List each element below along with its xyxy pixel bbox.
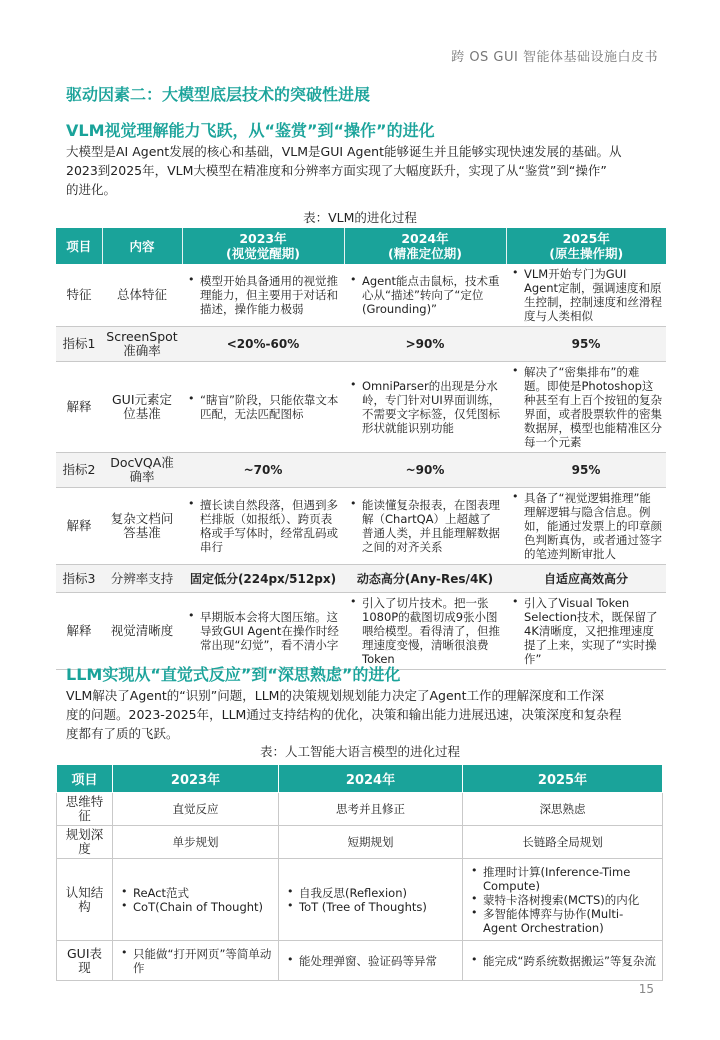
cell-2023 bbox=[113, 859, 279, 941]
row-item: GUI表现 bbox=[57, 941, 113, 981]
row-content: 总体特征 bbox=[102, 264, 182, 327]
vlm-row-metric-1 bbox=[56, 327, 666, 362]
header-2023: 2023年 bbox=[113, 765, 279, 793]
header-2023 bbox=[182, 228, 344, 264]
cell-text: • 模型开始具备通用的视觉推理能力，但主要用于对话和描述，操作能力极弱 bbox=[186, 274, 340, 316]
header-2025-phase: (原生操作期) bbox=[549, 246, 624, 261]
row-item: 思维特征 bbox=[57, 793, 113, 826]
row-content: 视觉清晰度 bbox=[102, 593, 182, 670]
row-item: 解释 bbox=[56, 593, 102, 670]
cell-text: • 解决了“密集排布”的难题。即使是Photoshop这种甚至有上百个按钮的复杂界面，或者股票软件的密集数据屏，模型也能精准区分每一个元素 bbox=[510, 365, 662, 449]
cell-text: • 擅长读自然段落，但遇到多栏排版（如报纸）、跨页表格或手写体时，经常乱码或串行 bbox=[186, 498, 340, 554]
cell-2024: 思考并且修正 bbox=[279, 793, 463, 826]
cell-2025 bbox=[506, 593, 666, 670]
cell-2025: 长链路全局规划 bbox=[463, 826, 663, 859]
header-item: 项目 bbox=[57, 765, 113, 793]
row-content: DocVQA准确率 bbox=[102, 453, 182, 488]
llm-row-thinking bbox=[57, 793, 663, 826]
vlm-row-features bbox=[56, 264, 666, 327]
vlm-row-metric-3 bbox=[56, 565, 666, 593]
llm-row-gui bbox=[57, 941, 663, 981]
vlm-heading: VLM视觉理解能力飞跃，从“鉴赏”到“操作”的进化 bbox=[66, 121, 435, 140]
cell-2023 bbox=[182, 264, 344, 327]
cell-2025 bbox=[463, 859, 663, 941]
vlm-row-explain-2 bbox=[56, 488, 666, 565]
cell-2024 bbox=[344, 362, 506, 453]
metric-2025: 95% bbox=[506, 327, 666, 362]
cell-text: • Agent能点击鼠标，技术重心从“描述”转向了“定位(Grounding)” bbox=[348, 274, 502, 316]
bullet-item: • 自我反思(Reflexion) bbox=[285, 886, 456, 900]
cell-2024 bbox=[344, 488, 506, 565]
row-item: 指标2 bbox=[56, 453, 102, 488]
llm-row-planning bbox=[57, 826, 663, 859]
row-item: 解释 bbox=[56, 488, 102, 565]
cell-2023: 单步规划 bbox=[113, 826, 279, 859]
cell-2025 bbox=[506, 362, 666, 453]
cell-2025 bbox=[506, 488, 666, 565]
vlm-row-explain-1 bbox=[56, 362, 666, 453]
cell-2024 bbox=[344, 264, 506, 327]
cell-2023 bbox=[182, 488, 344, 565]
cell-2023 bbox=[182, 593, 344, 670]
cell-text: • 引入了Visual Token Selection技术，既保留了4K清晰度，又把推理速度提了上来，实现了“实时操作” bbox=[510, 596, 662, 666]
header-2025-year: 2025年 bbox=[562, 231, 610, 246]
bullet-item: • 多智能体博弈与协作(Multi-Agent Orchestration) bbox=[469, 907, 656, 935]
header-content: 内容 bbox=[102, 228, 182, 264]
cell-2024 bbox=[344, 593, 506, 670]
llm-row-cognition bbox=[57, 859, 663, 941]
row-content: ScreenSpot准确率 bbox=[102, 327, 182, 362]
vlm-para-line: 的进化。 bbox=[66, 182, 117, 197]
header-2024: 2024年 bbox=[279, 765, 463, 793]
vlm-row-explain-3 bbox=[56, 593, 666, 670]
cell-text: • OmniParser的出现是分水岭，专门针对UI界面训练，不需要文字标签，仅凭图标形状就能识别功能 bbox=[348, 379, 502, 435]
header-2024-phase: (精准定位期) bbox=[388, 246, 462, 261]
row-item: 指标1 bbox=[56, 327, 102, 362]
bullet-item: • CoT(Chain of Thought) bbox=[119, 900, 272, 914]
header-item: 项目 bbox=[56, 228, 102, 264]
llm-table-header-row bbox=[57, 765, 663, 793]
row-content: GUI元素定位基准 bbox=[102, 362, 182, 453]
row-item: 规划深度 bbox=[57, 826, 113, 859]
vlm-table-header-row bbox=[56, 228, 666, 264]
vlm-para-line: 2023到2025年，VLM大模型在精准度和分辨率方面实现了大幅度跃升，实现了从“鉴赏”到“操作” bbox=[66, 163, 607, 178]
llm-para-line: VLM解决了Agent的“识别”问题，LLM的决策规划规划能力决定了Agent工作的理解深度和工作深 bbox=[66, 688, 604, 703]
cell-text: • VLM开始专门为GUI Agent定制，强调速度和原生控制，控制速度和丝滑程度与人类相似 bbox=[510, 267, 662, 323]
page-number: 15 bbox=[638, 982, 654, 996]
header-2025 bbox=[506, 228, 666, 264]
cell-2025: 深思熟虑 bbox=[463, 793, 663, 826]
header-2025: 2025年 bbox=[463, 765, 663, 793]
cell-2025 bbox=[463, 941, 663, 981]
llm-paragraph bbox=[66, 686, 662, 743]
page-header: 跨 OS GUI 智能体基础设施白皮书 bbox=[451, 50, 658, 65]
metric-2023: 固定低分(224px/512px) bbox=[182, 565, 344, 593]
llm-para-line: 度都有了质的飞跃。 bbox=[66, 726, 179, 741]
metric-2024: >90% bbox=[344, 327, 506, 362]
cell-text: • “瞎盲”阶段，只能依靠文本匹配，无法匹配图标 bbox=[186, 393, 340, 421]
cell-text: • 引入了切片技术。把一张1080P的截图切成9张小图喂给模型。看得清了，但推理速度变慢，清晰很浪费Token bbox=[348, 596, 502, 666]
llm-table-caption: 表：人工智能大语言模型的进化过程 bbox=[259, 744, 460, 759]
cell-2024: 短期规划 bbox=[279, 826, 463, 859]
llm-evolution-table bbox=[56, 764, 663, 981]
llm-heading: LLM实现从“直觉式反应”到“深思熟虑”的进化 bbox=[66, 665, 401, 684]
vlm-evolution-table bbox=[56, 228, 666, 670]
vlm-para-line: 大模型是AI Agent发展的核心和基础，VLM是GUI Agent能够诞生并且能够实现快速发展的基础。从 bbox=[66, 144, 622, 159]
metric-2025: 自适应高效高分 bbox=[506, 565, 666, 593]
bullet-item: • 只能做“打开网页”等简单动作 bbox=[119, 947, 272, 975]
cell-text: • 早期版本会将大图压缩。这导致GUI Agent在操作时经常出现“幻觉”，看不清小字 bbox=[186, 610, 340, 652]
cell-text: • 具备了“视觉逻辑推理”能理解逻辑与隐含信息。例如，能通过发票上的印章颜色判断真伪，或者通过签字的笔迹判断审批人 bbox=[510, 491, 662, 561]
row-item: 解释 bbox=[56, 362, 102, 453]
metric-2024: ~90% bbox=[344, 453, 506, 488]
bullet-item: • 蒙特卡洛树搜索(MCTS)的内化 bbox=[469, 893, 656, 907]
section-title: 驱动因素二：大模型底层技术的突破性进展 bbox=[66, 85, 371, 104]
header-2023-year: 2023年 bbox=[239, 231, 287, 246]
row-item: 认知结构 bbox=[57, 859, 113, 941]
bullet-item: • 能处理弹窗、验证码等异常 bbox=[285, 954, 456, 968]
row-content: 复杂文档问答基准 bbox=[102, 488, 182, 565]
header-2023-phase: (视觉觉醒期) bbox=[226, 246, 300, 261]
bullet-item: • 推理时计算(Inference-Time Compute) bbox=[469, 865, 656, 893]
llm-para-line: 度的问题。2023-2025年，LLM通过支持结构的优化，决策和输出能力进展迅速，决策深度和复杂程 bbox=[66, 707, 622, 722]
row-item: 指标3 bbox=[56, 565, 102, 593]
cell-text: • 能读懂复杂报表，在图表理解（ChartQA）上超越了普通人类，并且能理解数据之间的对齐关系 bbox=[348, 498, 502, 554]
bullet-item: • 能完成“跨系统数据搬运”等复杂流 bbox=[469, 954, 656, 968]
metric-2023: <20%-60% bbox=[182, 327, 344, 362]
metric-2024: 动态高分(Any-Res/4K) bbox=[344, 565, 506, 593]
row-content: 分辨率支持 bbox=[102, 565, 182, 593]
cell-2024 bbox=[279, 859, 463, 941]
metric-2025: 95% bbox=[506, 453, 666, 488]
cell-2023: 直觉反应 bbox=[113, 793, 279, 826]
vlm-paragraph bbox=[66, 142, 662, 199]
header-2024-year: 2024年 bbox=[401, 231, 449, 246]
cell-2024 bbox=[279, 941, 463, 981]
vlm-table-caption: 表：VLM的进化过程 bbox=[303, 210, 417, 225]
vlm-row-metric-2 bbox=[56, 453, 666, 488]
cell-2023 bbox=[182, 362, 344, 453]
header-2024 bbox=[344, 228, 506, 264]
bullet-item: • ToT (Tree of Thoughts) bbox=[285, 900, 456, 914]
row-item: 特征 bbox=[56, 264, 102, 327]
cell-2025 bbox=[506, 264, 666, 327]
bullet-item: • ReAct范式 bbox=[119, 886, 272, 900]
cell-2023 bbox=[113, 941, 279, 981]
metric-2023: ~70% bbox=[182, 453, 344, 488]
